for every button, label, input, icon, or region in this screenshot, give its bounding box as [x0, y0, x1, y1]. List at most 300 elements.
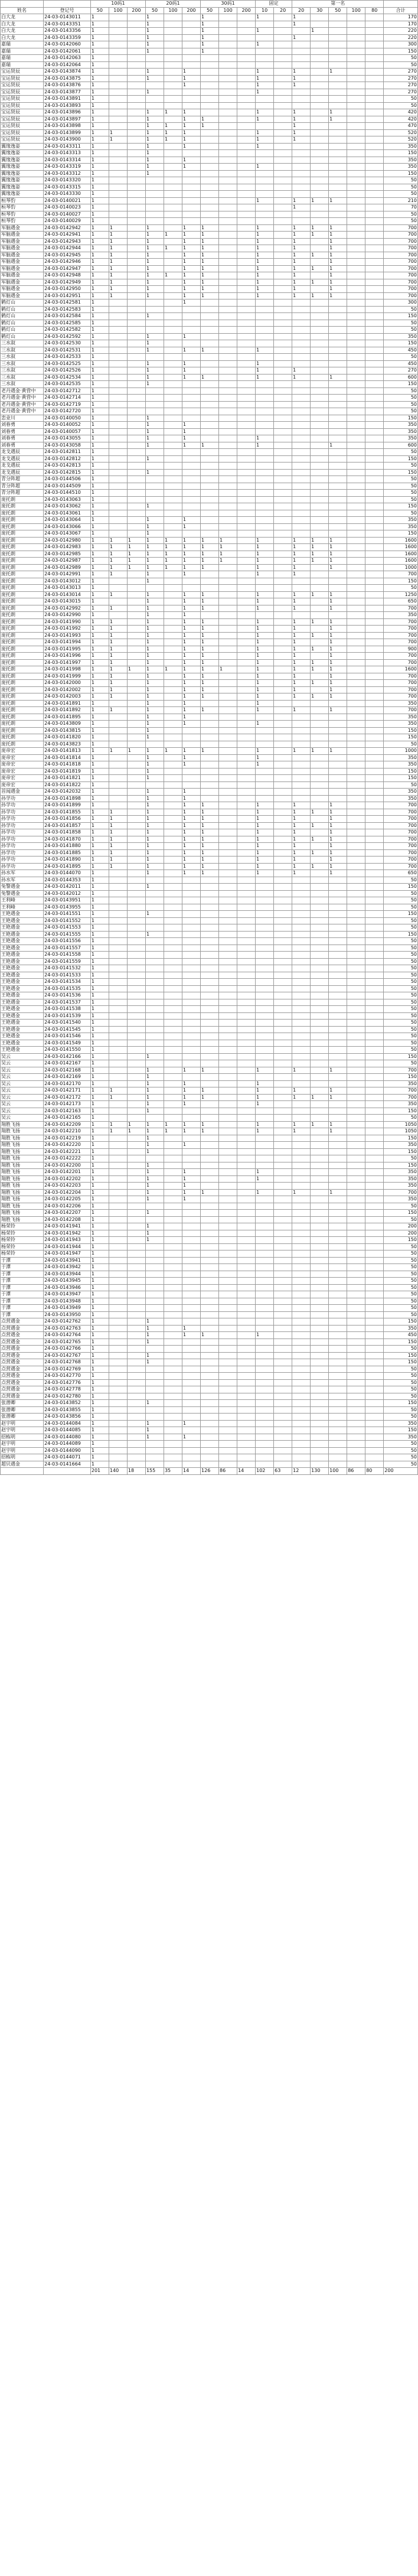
reg-number-cell: 24-03-0141552 [44, 917, 91, 924]
mark-cell [256, 333, 274, 340]
mark-cell [329, 340, 347, 347]
mark-cell [164, 150, 182, 157]
mark-cell [365, 822, 384, 829]
mark-cell [311, 347, 329, 354]
mark-cell [219, 463, 237, 470]
name-cell: 龙戈遇辰 [1, 469, 44, 476]
mark-cell [109, 734, 127, 741]
mark-cell [347, 1366, 365, 1373]
mark-cell [127, 1420, 145, 1427]
mark-cell [164, 734, 182, 741]
mark-cell [127, 1366, 145, 1373]
mark-cell [201, 1264, 219, 1271]
mark-cell [164, 1325, 182, 1332]
table-row [1, 1067, 418, 1074]
mark-cell: 1 [90, 1175, 109, 1183]
mark-cell [219, 116, 237, 123]
mark-cell: 1 [329, 1094, 347, 1101]
mark-cell [329, 490, 347, 497]
mark-cell [237, 1216, 256, 1223]
mark-cell: 1 [329, 646, 347, 653]
mark-cell: 1 [145, 700, 164, 707]
sum-cell: 14 [237, 1468, 256, 1475]
mark-cell [127, 490, 145, 497]
mark-cell [329, 571, 347, 578]
mark-cell: 1 [256, 435, 274, 442]
mark-cell [311, 972, 329, 979]
mark-cell [347, 164, 365, 171]
mark-cell [109, 1230, 127, 1237]
table-row [1, 768, 418, 775]
mark-cell [201, 1175, 219, 1183]
mark-cell [182, 55, 200, 62]
mark-cell [256, 714, 274, 721]
total-cell: 50 [384, 102, 418, 109]
mark-cell: 1 [256, 286, 274, 293]
mark-cell [182, 952, 200, 959]
table-row [1, 476, 418, 483]
mark-cell [127, 829, 145, 836]
mark-cell [365, 435, 384, 442]
group-header: 20码1 [145, 1, 200, 8]
table-row [1, 700, 418, 707]
total-cell: 50 [384, 890, 418, 897]
group-header-blank [1, 1, 44, 8]
mark-cell [237, 1203, 256, 1210]
mark-cell [256, 890, 274, 897]
mark-cell [347, 136, 365, 144]
mark-cell [347, 979, 365, 986]
mark-cell [127, 1243, 145, 1250]
mark-cell [347, 265, 365, 272]
mark-cell [274, 917, 292, 924]
name-cell: 翔胜飞扬 [1, 1203, 44, 1210]
mark-cell [347, 1053, 365, 1060]
mark-cell [127, 1434, 145, 1441]
mark-cell: 1 [329, 544, 347, 551]
mark-cell [127, 1461, 145, 1468]
mark-cell: 1 [201, 693, 219, 701]
mark-cell [256, 578, 274, 585]
mark-cell [274, 727, 292, 734]
mark-cell [201, 1339, 219, 1346]
mark-cell [201, 1427, 219, 1434]
mark-cell: 1 [292, 82, 311, 89]
mark-cell [109, 21, 127, 28]
mark-cell: 1 [182, 754, 200, 761]
mark-cell: 1 [145, 1210, 164, 1217]
mark-cell: 1 [90, 408, 109, 415]
mark-cell [347, 61, 365, 69]
mark-cell: 1 [90, 333, 109, 340]
mark-cell: 1 [90, 150, 109, 157]
total-cell: 700 [384, 836, 418, 843]
mark-cell [182, 455, 200, 463]
mark-cell: 1 [182, 795, 200, 802]
mark-cell [145, 1257, 164, 1264]
mark-cell [311, 1346, 329, 1353]
mark-cell [182, 469, 200, 476]
mark-cell: 1 [109, 224, 127, 232]
mark-cell [237, 360, 256, 367]
total-cell: 350 [384, 1169, 418, 1176]
name-cell: 刘春勇 [1, 442, 44, 449]
mark-cell: 1 [90, 299, 109, 307]
mark-cell [145, 1386, 164, 1393]
mark-cell [109, 41, 127, 48]
mark-cell: 1 [182, 605, 200, 612]
mark-cell [164, 455, 182, 463]
mark-cell [127, 313, 145, 320]
mark-cell [219, 292, 237, 299]
mark-cell: 1 [256, 164, 274, 171]
mark-cell [109, 741, 127, 748]
mark-cell [365, 224, 384, 232]
mark-cell: 1 [90, 164, 109, 171]
mark-cell [365, 857, 384, 864]
mark-cell [347, 1121, 365, 1128]
mark-cell [237, 313, 256, 320]
mark-cell [201, 781, 219, 789]
table-row [1, 884, 418, 891]
mark-cell: 1 [145, 157, 164, 164]
mark-cell: 1 [109, 693, 127, 701]
mark-cell [347, 1148, 365, 1155]
mark-cell [219, 327, 237, 334]
mark-cell [164, 1020, 182, 1027]
mark-cell [256, 1162, 274, 1169]
mark-cell: 1 [90, 286, 109, 293]
mark-cell [164, 96, 182, 103]
mark-cell [182, 1108, 200, 1115]
mark-cell: 1 [90, 14, 109, 21]
total-cell: 350 [384, 1142, 418, 1149]
mark-cell [237, 924, 256, 932]
mark-cell [256, 1373, 274, 1380]
table-row [1, 442, 418, 449]
mark-cell [219, 1012, 237, 1020]
mark-cell [164, 605, 182, 612]
name-cell: 三水叙 [1, 367, 44, 374]
mark-cell [347, 1386, 365, 1393]
mark-cell [311, 761, 329, 768]
mark-cell [127, 387, 145, 395]
reg-number-cell: 24-03-0142767 [44, 1352, 91, 1359]
mark-cell [347, 999, 365, 1006]
column-header: 200 [237, 7, 256, 14]
mark-cell [237, 626, 256, 633]
mark-cell: 1 [329, 286, 347, 293]
reg-number-cell: 24-03-0141999 [44, 673, 91, 680]
reg-number-cell: 24-03-0144084 [44, 1420, 91, 1427]
mark-cell [237, 123, 256, 130]
mark-cell [109, 1414, 127, 1421]
mark-cell [329, 775, 347, 782]
mark-cell [292, 170, 311, 177]
name-cell: 翔胜飞扬 [1, 1183, 44, 1190]
name-cell: 兔警遇金 [1, 884, 44, 891]
mark-cell [365, 272, 384, 279]
mark-cell [274, 150, 292, 157]
mark-cell [274, 849, 292, 857]
mark-cell: 1 [90, 789, 109, 796]
mark-cell [311, 1441, 329, 1448]
reg-number-cell: 24-03-0143948 [44, 1298, 91, 1305]
mark-cell [164, 435, 182, 442]
name-cell: 军脑遇金 [1, 292, 44, 299]
mark-cell [164, 1400, 182, 1407]
mark-cell [311, 517, 329, 524]
mark-cell [365, 1264, 384, 1271]
mark-cell [109, 1264, 127, 1271]
group-header-blank [44, 1, 91, 8]
name-cell: 杨荣铃 [1, 1237, 44, 1244]
mark-cell [127, 1325, 145, 1332]
reg-number-cell: 24-03-0142946 [44, 259, 91, 266]
mark-cell [127, 754, 145, 761]
mark-cell: 1 [201, 646, 219, 653]
mark-cell: 1 [145, 530, 164, 538]
mark-cell: 1 [182, 333, 200, 340]
name-cell: 翔胜飞扬 [1, 1121, 44, 1128]
mark-cell: 1 [164, 1121, 182, 1128]
mark-cell [145, 585, 164, 592]
mark-cell [311, 795, 329, 802]
mark-cell [164, 768, 182, 775]
mark-cell: 1 [329, 272, 347, 279]
mark-cell [329, 157, 347, 164]
mark-cell [365, 408, 384, 415]
table-row [1, 157, 418, 164]
mark-cell: 1 [145, 347, 164, 354]
mark-cell: 1 [109, 605, 127, 612]
mark-cell [256, 306, 274, 313]
mark-cell [256, 1311, 274, 1318]
mark-cell [292, 476, 311, 483]
mark-cell [127, 510, 145, 517]
mark-cell [219, 958, 237, 965]
table-row [1, 123, 418, 130]
mark-cell: 1 [145, 1121, 164, 1128]
mark-cell [329, 714, 347, 721]
mark-cell [311, 598, 329, 605]
mark-cell [219, 1115, 237, 1122]
mark-cell [109, 1142, 127, 1149]
mark-cell [274, 422, 292, 429]
mark-cell [127, 82, 145, 89]
mark-cell [145, 972, 164, 979]
mark-cell [109, 1284, 127, 1291]
mark-cell [109, 116, 127, 123]
mark-cell [127, 741, 145, 748]
mark-cell [237, 1162, 256, 1169]
mark-cell [127, 123, 145, 130]
mark-cell [274, 21, 292, 28]
total-cell: 270 [384, 69, 418, 76]
mark-cell [347, 1101, 365, 1108]
mark-cell [292, 395, 311, 402]
mark-cell [182, 1386, 200, 1393]
total-cell: 150 [384, 911, 418, 918]
mark-cell [274, 14, 292, 21]
mark-cell [127, 299, 145, 307]
mark-cell [145, 1366, 164, 1373]
mark-cell: 1 [90, 537, 109, 544]
mark-cell [256, 496, 274, 503]
reg-number-cell: 24-03-0141994 [44, 639, 91, 646]
mark-cell [347, 1060, 365, 1067]
reg-number-cell: 24-03-0141532 [44, 965, 91, 972]
mark-cell [365, 157, 384, 164]
mark-cell [347, 1434, 365, 1441]
mark-cell [109, 775, 127, 782]
mark-cell [292, 1074, 311, 1081]
mark-cell: 1 [90, 279, 109, 286]
mark-cell: 1 [201, 632, 219, 639]
table-row [1, 1115, 418, 1122]
mark-cell: 1 [329, 605, 347, 612]
mark-cell [365, 510, 384, 517]
total-cell: 700 [384, 279, 418, 286]
mark-cell [292, 1441, 311, 1448]
mark-cell [274, 822, 292, 829]
mark-cell: 1 [109, 707, 127, 714]
mark-cell: 1 [90, 1284, 109, 1291]
table-row [1, 1169, 418, 1176]
mark-cell [237, 829, 256, 836]
mark-cell [182, 1006, 200, 1013]
mark-cell [219, 184, 237, 191]
mark-cell: 1 [145, 931, 164, 938]
mark-cell: 1 [182, 1175, 200, 1183]
mark-cell [329, 952, 347, 959]
mark-cell [347, 1291, 365, 1298]
mark-cell: 1 [311, 1121, 329, 1128]
mark-cell [347, 544, 365, 551]
mark-cell [237, 232, 256, 239]
mark-cell: 1 [256, 666, 274, 673]
total-cell: 650 [384, 870, 418, 877]
mark-cell: 1 [90, 1427, 109, 1434]
mark-cell [182, 89, 200, 96]
mark-cell [347, 795, 365, 802]
mark-cell [365, 333, 384, 340]
mark-cell: 1 [145, 809, 164, 816]
mark-cell [109, 1278, 127, 1285]
mark-cell: 1 [145, 816, 164, 823]
mark-cell [201, 1210, 219, 1217]
mark-cell [219, 1040, 237, 1047]
mark-cell: 1 [90, 55, 109, 62]
mark-cell: 1 [329, 666, 347, 673]
mark-cell: 1 [90, 259, 109, 266]
mark-cell [347, 693, 365, 701]
mark-cell [274, 1318, 292, 1326]
mark-cell [347, 938, 365, 945]
mark-cell: 1 [256, 442, 274, 449]
mark-cell: 1 [201, 809, 219, 816]
name-cell: 赵宇明 [1, 1441, 44, 1448]
total-cell: 700 [384, 639, 418, 646]
mark-cell [237, 849, 256, 857]
mark-cell: 1 [145, 659, 164, 666]
mark-cell: 1 [145, 455, 164, 463]
mark-cell [127, 69, 145, 76]
mark-cell [219, 503, 237, 510]
mark-cell [256, 1346, 274, 1353]
mark-cell [219, 82, 237, 89]
mark-cell [311, 490, 329, 497]
mark-cell [347, 449, 365, 456]
mark-cell: 1 [127, 544, 145, 551]
name-cell: 庞托朗 [1, 578, 44, 585]
mark-cell [311, 61, 329, 69]
mark-cell: 1 [90, 1230, 109, 1237]
mark-cell [365, 816, 384, 823]
mark-cell [274, 979, 292, 986]
reg-number-cell: 24-03-0142525 [44, 360, 91, 367]
reg-number-cell: 24-03-0142210 [44, 1128, 91, 1135]
mark-cell [311, 1012, 329, 1020]
mark-cell [347, 150, 365, 157]
mark-cell: 1 [90, 1148, 109, 1155]
reg-number-cell: 24-03-0142169 [44, 1074, 91, 1081]
mark-cell: 1 [329, 558, 347, 565]
mark-cell [311, 952, 329, 959]
mark-cell [182, 972, 200, 979]
mark-cell [127, 1216, 145, 1223]
mark-cell: 1 [145, 1175, 164, 1183]
mark-cell [127, 360, 145, 367]
mark-cell [311, 21, 329, 28]
mark-cell [201, 401, 219, 408]
mark-cell [274, 170, 292, 177]
mark-cell [329, 585, 347, 592]
reg-number-cell: 24-03-0142942 [44, 224, 91, 232]
mark-cell [219, 741, 237, 748]
mark-cell: 1 [90, 945, 109, 952]
mark-cell: 1 [145, 754, 164, 761]
name-cell: 庞托朗 [1, 591, 44, 598]
reg-number-cell: 24-03-0142203 [44, 1183, 91, 1190]
table-row [1, 931, 418, 938]
table-row [1, 395, 418, 402]
mark-cell [164, 1250, 182, 1258]
mark-cell: 1 [90, 102, 109, 109]
mark-cell [182, 170, 200, 177]
name-cell: 王艳遇金 [1, 999, 44, 1006]
mark-cell: 1 [292, 34, 311, 41]
mark-cell [347, 985, 365, 992]
reg-number-cell: 24-03-0143055 [44, 435, 91, 442]
mark-cell [237, 1406, 256, 1414]
mark-cell [219, 714, 237, 721]
mark-cell [365, 1325, 384, 1332]
total-cell: 350 [384, 1420, 418, 1427]
mark-cell [237, 28, 256, 35]
mark-cell [237, 340, 256, 347]
mark-cell [329, 102, 347, 109]
mark-cell [127, 979, 145, 986]
mark-cell [237, 157, 256, 164]
mark-cell: 1 [182, 157, 200, 164]
mark-cell [365, 1420, 384, 1427]
mark-cell [127, 768, 145, 775]
mark-cell [347, 1298, 365, 1305]
mark-cell: 1 [145, 129, 164, 136]
mark-cell [311, 1427, 329, 1434]
mark-cell: 1 [145, 822, 164, 829]
